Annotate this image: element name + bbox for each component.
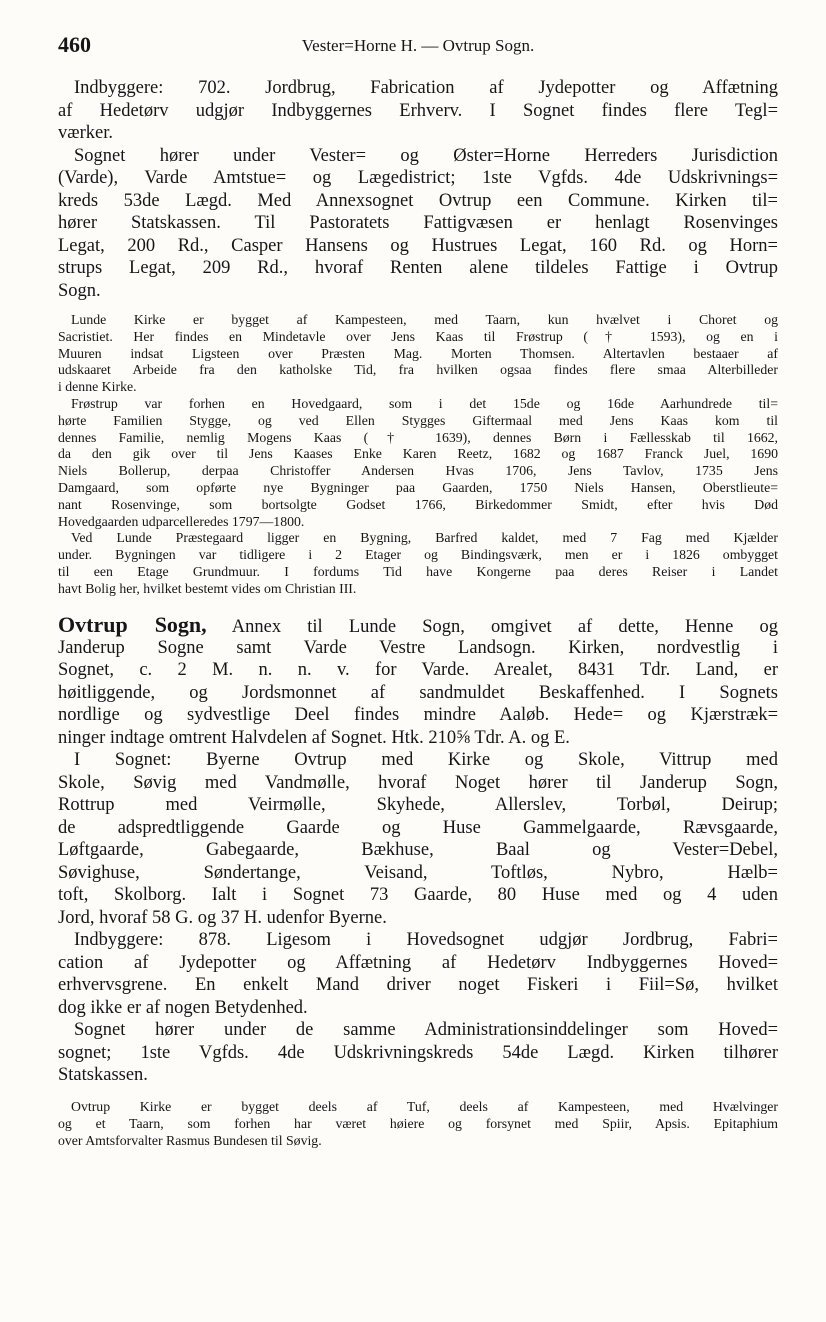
text-line: Indbyggere: 702. Jordbrug, Fabrication af Jydepotter og Affætning bbox=[74, 78, 778, 98]
text-line: Jord, hvoraf 58 G. og 37 H. udenfor Byerne. bbox=[58, 907, 387, 928]
text-line: nordlige og sydvestlige Deel findes mindre Aaløb. Hede= og Kjærstræk= bbox=[58, 705, 778, 725]
ovtrup-localities-paragraph bbox=[58, 749, 778, 929]
text-line: Niels Bollerup, derpaa Christoffer Andersen Hvas 1706, Jens Tavlov, 1735 Jens bbox=[58, 463, 778, 479]
ovtrup-administration-paragraph bbox=[58, 1019, 778, 1087]
ovtrup-population-paragraph bbox=[58, 929, 778, 1019]
text-line: hører Statskassen. Til Pastoratets Fattigvæsen er henlagt Rosenvinges bbox=[58, 213, 778, 233]
barfred-note bbox=[58, 530, 778, 597]
text-line: toft, Skolborg. Ialt i Sognet 73 Gaarde, 80 Huse med og 4 uden bbox=[58, 885, 778, 905]
froestrup-note bbox=[58, 396, 778, 530]
text-line: erhvervsgrene. En enkelt Mand driver noget Fiskeri i Fiil=Sø, hvilket bbox=[58, 975, 778, 995]
text-line: de adspredtliggende Gaarde og Huse Gammelgaarde, Rævsgaarde, bbox=[58, 817, 778, 838]
text-line: Ved Lunde Præstegaard ligger en Bygning, Barfred kaldet, med 7 Fag med Kjælder bbox=[71, 530, 778, 546]
text-line: I Sognet: Byerne Ovtrup med Kirke og Skole, Vittrup med bbox=[74, 750, 778, 770]
text-span: Annex til Lunde Sogn, omgivet af dette, Henne og bbox=[231, 617, 778, 637]
text-line: Ovtrup Kirke er bygget deels af Tuf, deels af Kampesteen, med Hvælvinger bbox=[71, 1099, 778, 1114]
text-line: Janderup Sogne samt Varde Vestre Landsogn. Kirken, nordvestlig i bbox=[58, 637, 778, 658]
text-line: Sognet, c. 2 M. n. n. v. for Varde. Arealet, 8431 Tdr. Land, er bbox=[58, 660, 778, 680]
ovtrup-church-note bbox=[58, 1099, 778, 1149]
lunde-notes bbox=[58, 312, 778, 598]
text-line: Frøstrup var forhen en Hovedgaard, som i det 15de og 16de Aarhundrede til= bbox=[71, 395, 778, 411]
text-line: nant Rosenvinge, som bortsolgte Godset 1766, Birkedommer Smidt, efter hvis Død bbox=[58, 496, 778, 512]
lunde-main-text bbox=[58, 77, 778, 302]
text-line: Sognet hører under Vester= og Øster=Horne Herreders Jurisdiction bbox=[74, 145, 778, 166]
text-line: cation af Jydepotter og Affætning af Hedetørv Indbyggernes Hoved= bbox=[58, 952, 778, 973]
text-line: Hovedgaarden udparcelleredes 1797—1800. bbox=[58, 513, 305, 529]
text-line: Muuren indsat Ligsteen over Præsten Mag. Morten Thomsen. Altertavlen bestaaer af bbox=[58, 345, 778, 361]
text-line: hørte Familien Stygge, og ved Ellen Stygges Giftermaal med Jens Kaas kom til bbox=[58, 412, 778, 428]
text-line: værker. bbox=[58, 123, 113, 143]
text-line: høitliggende, og Jordsmonnet af sandmuldet Beskaffenhed. I Sognets bbox=[58, 682, 778, 703]
text-line: dennes Familie, nemlig Mogens Kaas († 1639), dennes Børn i Fællesskab til 1662, bbox=[58, 429, 778, 445]
parish-heading: Ovtrup Sogn, bbox=[58, 614, 207, 637]
text-line: Rottrup med Veirmølle, Skyhede, Allerslev, Torbøl, Deirup; bbox=[58, 795, 778, 815]
lunde-population-paragraph bbox=[58, 77, 778, 145]
text-line: udskaaret Arbeide fra den katholske Tid, fra hvilken ogsaa findes flere smaa Alterbilleder bbox=[58, 362, 778, 378]
lunde-church-note bbox=[58, 312, 778, 396]
ovtrup-description-paragraph bbox=[58, 614, 778, 749]
text-line: (Varde), Varde Amtstue= og Lægedistrict; 1ste Vgfds. 4de Udskrivnings= bbox=[58, 168, 778, 188]
lunde-administration-paragraph bbox=[58, 145, 778, 303]
text-line: og et Taarn, som forhen har været høiere og forsynet med Spiir, Apsis. Epitaphium bbox=[58, 1115, 778, 1131]
ovtrup-entry bbox=[58, 614, 778, 1087]
text-line: over Amtsforvalter Rasmus Bundesen til Søvig. bbox=[58, 1132, 322, 1148]
text-line: da den gik over til Jens Kaases Enke Karen Reetz, 1682 og 1687 Franck Juel, 1690 bbox=[58, 446, 778, 462]
text-line: Sogn. bbox=[58, 280, 101, 301]
text-line: ninger indtage omtrent Halvdelen af Sognet. Htk. 210⅝ Tdr. A. og E. bbox=[58, 727, 570, 748]
text-line: kreds 53de Lægd. Med Annexsognet Ovtrup een Commune. Kirken til= bbox=[58, 190, 778, 211]
text-line: Sacristiet. Her findes en Mindetavle over Jens Kaas til Frøstrup († 1593), og en i bbox=[58, 328, 778, 344]
text-line: Sognet hører under de samme Administrationsinddelinger som Hoved= bbox=[74, 1020, 778, 1040]
text-line bbox=[58, 614, 778, 637]
text-line: Lunde Kirke er bygget af Kampesteen, med Taarn, kun hvælvet i Choret og bbox=[71, 312, 778, 327]
text-line: sognet; 1ste Vgfds. 4de Udskrivningskreds 54de Lægd. Kirken tilhører bbox=[58, 1042, 778, 1063]
page-number: 460 bbox=[58, 32, 91, 57]
text-line: Damgaard, som opførte nye Bygninger paa Gaarden, 1750 Niels Hansen, Oberstlieute= bbox=[58, 479, 778, 495]
text-line: Statskassen. bbox=[58, 1065, 148, 1085]
text-line: af Hedetørv udgjør Indbyggernes Erhverv. I Sognet findes flere Tegl= bbox=[58, 100, 778, 121]
running-title: Vester=Horne H. — Ovtrup Sogn. bbox=[301, 36, 535, 55]
text-line: til een Etage Grundmuur. I fordums Tid have Kongerne paa deres Reiser i Landet bbox=[58, 563, 778, 579]
page-header bbox=[58, 32, 778, 58]
text-line: dog ikke er af nogen Betydenhed. bbox=[58, 997, 308, 1018]
text-line: i denne Kirke. bbox=[58, 379, 137, 395]
text-line: strups Legat, 209 Rd., hvoraf Renten alene tildeles Fattige i Ovtrup bbox=[58, 258, 778, 278]
text-line: under. Bygningen var tidligere i 2 Etager og Bindingsværk, men er i 1826 ombygget bbox=[58, 547, 778, 563]
text-line: havt Bolig her, hvilket bestemt vides om Christian III. bbox=[58, 580, 357, 596]
text-line: Legat, 200 Rd., Casper Hansens og Hustrues Legat, 160 Rd. og Horn= bbox=[58, 235, 778, 256]
text-line: Skole, Søvig med Vandmølle, hvoraf Noget hører til Janderup Sogn, bbox=[58, 772, 778, 793]
text-line: Indbyggere: 878. Ligesom i Hovedsognet udgjør Jordbrug, Fabri= bbox=[74, 930, 778, 950]
text-line: Løftgaarde, Gabegaarde, Bækhuse, Baal og Vester=Debel, bbox=[58, 840, 778, 860]
text-line: Søvighuse, Søndertange, Veisand, Toftløs, Nybro, Hælb= bbox=[58, 862, 778, 883]
